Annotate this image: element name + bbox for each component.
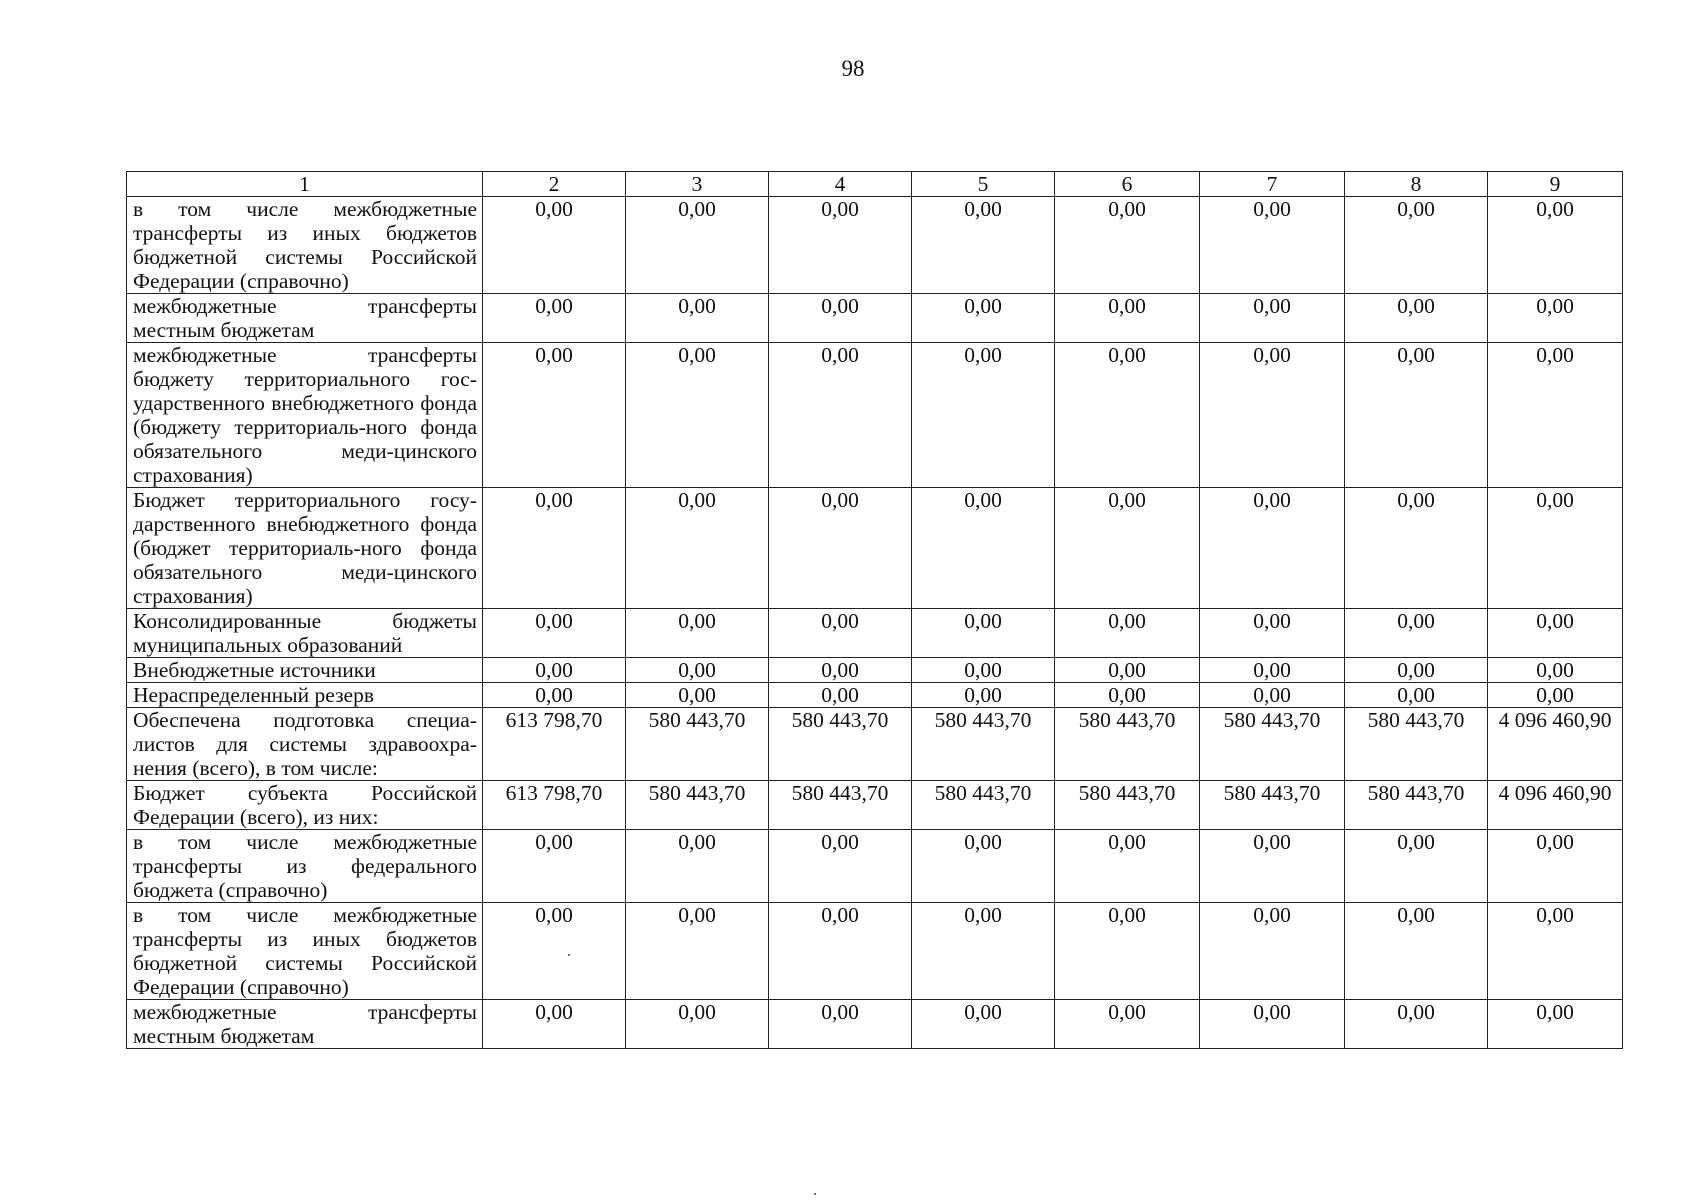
column-header-9: 9 <box>1488 172 1623 197</box>
cell-value: 0,00 <box>483 1000 626 1049</box>
cell-value: 0,00 <box>1200 343 1345 488</box>
cell-value: 0,00 <box>769 903 912 1000</box>
cell-value: 0,00 <box>769 488 912 609</box>
cell-value: 0,00 <box>626 488 769 609</box>
cell-value: 0,00 <box>769 343 912 488</box>
cell-value: 0,00 <box>626 903 769 1000</box>
row-label: в том числе межбюджетные трансферты из федерального бюджета (справочно) <box>127 830 483 903</box>
cell-value: 0,00 <box>483 609 626 658</box>
cell-value: 0,00 <box>1488 488 1623 609</box>
table-row <box>127 343 1623 488</box>
cell-value: 0,00 <box>912 488 1055 609</box>
cell-value: 613 798,70 <box>483 708 626 781</box>
table-row <box>127 294 1623 343</box>
cell-value: 580 443,70 <box>912 708 1055 781</box>
cell-value: 0,00 <box>1345 658 1488 683</box>
cell-value: 0,00 <box>912 683 1055 708</box>
cell-value: 580 443,70 <box>1200 781 1345 830</box>
cell-value: 580 443,70 <box>626 708 769 781</box>
table-row <box>127 708 1623 781</box>
cell-value: 0,00 <box>912 903 1055 1000</box>
cell-value: 4 096 460,90 <box>1488 781 1623 830</box>
cell-value: 0,00 <box>626 1000 769 1049</box>
cell-value: 0,00 <box>1345 903 1488 1000</box>
cell-value: 0,00 <box>1200 903 1345 1000</box>
table-row <box>127 197 1623 294</box>
cell-value: 580 443,70 <box>1200 708 1345 781</box>
cell-value: 0,00 <box>1200 1000 1345 1049</box>
cell-value: 0,00 <box>1055 903 1200 1000</box>
cell-value: 0,00 <box>769 1000 912 1049</box>
cell-value: 0,00 <box>1345 488 1488 609</box>
cell-value: 0,00 <box>1200 294 1345 343</box>
cell-value: 4 096 460,90 <box>1488 708 1623 781</box>
scan-speck <box>568 954 570 956</box>
cell-value: 0,00 <box>1200 197 1345 294</box>
cell-value: 0,00 <box>769 683 912 708</box>
table-header <box>127 172 1623 197</box>
cell-value: 0,00 <box>626 658 769 683</box>
cell-value: 0,00 <box>769 830 912 903</box>
cell-value: 580 443,70 <box>912 781 1055 830</box>
cell-value: 0,00 <box>1488 609 1623 658</box>
table-row <box>127 683 1623 708</box>
cell-value: 613 798,70 <box>483 781 626 830</box>
cell-value: 0,00 <box>1345 343 1488 488</box>
column-header-2: 2 <box>483 172 626 197</box>
row-label: в том числе межбюджетные трансферты из иных бюджетов бюджетной системы Российской Федерации (справочно) <box>127 197 483 294</box>
column-header-8: 8 <box>1345 172 1488 197</box>
table-row <box>127 1000 1623 1049</box>
cell-value: 0,00 <box>1055 658 1200 683</box>
table-row <box>127 781 1623 830</box>
cell-value: 0,00 <box>483 683 626 708</box>
cell-value: 0,00 <box>1488 683 1623 708</box>
cell-value: 0,00 <box>626 197 769 294</box>
cell-value: 0,00 <box>483 658 626 683</box>
cell-value: 0,00 <box>1055 683 1200 708</box>
cell-value: 0,00 <box>1055 1000 1200 1049</box>
cell-value: 0,00 <box>1345 609 1488 658</box>
row-label: Нераспределенный резерв <box>127 683 483 708</box>
cell-value: 0,00 <box>626 294 769 343</box>
cell-value: 0,00 <box>626 609 769 658</box>
cell-value: 0,00 <box>912 658 1055 683</box>
cell-value: 0,00 <box>1488 830 1623 903</box>
cell-value: 0,00 <box>1055 197 1200 294</box>
cell-value: 0,00 <box>1200 683 1345 708</box>
cell-value: 0,00 <box>912 197 1055 294</box>
cell-value: 0,00 <box>912 294 1055 343</box>
column-header-6: 6 <box>1055 172 1200 197</box>
column-header-7: 7 <box>1200 172 1345 197</box>
cell-value: 0,00 <box>1055 488 1200 609</box>
row-label: Внебюджетные источники <box>127 658 483 683</box>
cell-value: 0,00 <box>626 343 769 488</box>
cell-value: 0,00 <box>626 830 769 903</box>
cell-value: 0,00 <box>1055 830 1200 903</box>
cell-value: 0,00 <box>1055 294 1200 343</box>
cell-value: 580 443,70 <box>1055 781 1200 830</box>
cell-value: 580 443,70 <box>769 781 912 830</box>
cell-value: 0,00 <box>483 197 626 294</box>
cell-value: 0,00 <box>912 609 1055 658</box>
row-label: межбюджетные трансферты местным бюджетам <box>127 294 483 343</box>
cell-value: 0,00 <box>483 488 626 609</box>
cell-value: 0,00 <box>1200 830 1345 903</box>
cell-value: 580 443,70 <box>1345 708 1488 781</box>
row-label: межбюджетные трансферты бюджету территориального гос-ударственного внебюджетного фонда (бюджету территориаль-ного фонда обязательного меди-цинского страхования) <box>127 343 483 488</box>
row-label: Бюджет территориального госу-дарственного внебюджетного фонда (бюджет территориаль-ного фонда обязательного меди-цинского страхования) <box>127 488 483 609</box>
cell-value: 0,00 <box>1200 488 1345 609</box>
cell-value: 0,00 <box>1055 609 1200 658</box>
cell-value: 0,00 <box>912 830 1055 903</box>
row-label: Консолидированные бюджеты муниципальных образований <box>127 609 483 658</box>
cell-value: 580 443,70 <box>626 781 769 830</box>
table-row <box>127 830 1623 903</box>
cell-value: 0,00 <box>1345 683 1488 708</box>
cell-value: 0,00 <box>1488 294 1623 343</box>
cell-value: 0,00 <box>1345 294 1488 343</box>
cell-value: 0,00 <box>1488 903 1623 1000</box>
cell-value: 0,00 <box>1345 197 1488 294</box>
cell-value: 0,00 <box>1200 609 1345 658</box>
cell-value: 0,00 <box>483 343 626 488</box>
table-body <box>127 197 1623 1049</box>
table-row <box>127 609 1623 658</box>
table-row <box>127 488 1623 609</box>
cell-value: 0,00 <box>769 197 912 294</box>
cell-value: 0,00 <box>483 830 626 903</box>
header-row <box>127 172 1623 197</box>
cell-value: 580 443,70 <box>1345 781 1488 830</box>
table-row <box>127 903 1623 1000</box>
cell-value: 0,00 <box>1488 343 1623 488</box>
scan-speck <box>814 1193 816 1195</box>
row-label: Бюджет субъекта Российской Федерации (всего), из них: <box>127 781 483 830</box>
cell-value: 0,00 <box>1488 197 1623 294</box>
cell-value: 0,00 <box>1345 830 1488 903</box>
column-header-5: 5 <box>912 172 1055 197</box>
cell-value: 0,00 <box>769 294 912 343</box>
cell-value: 0,00 <box>483 294 626 343</box>
column-header-1: 1 <box>127 172 483 197</box>
row-label: в том числе межбюджетные трансферты из иных бюджетов бюджетной системы Российской Федерации (справочно) <box>127 903 483 1000</box>
cell-value: 0,00 <box>912 343 1055 488</box>
budget-table <box>126 171 1623 1049</box>
cell-value: 0,00 <box>769 658 912 683</box>
cell-value: 0,00 <box>1488 1000 1623 1049</box>
table-row <box>127 658 1623 683</box>
page-number: 98 <box>841 56 865 81</box>
cell-value: 0,00 <box>483 903 626 1000</box>
cell-value: 0,00 <box>1488 658 1623 683</box>
cell-value: 0,00 <box>1345 1000 1488 1049</box>
cell-value: 0,00 <box>769 609 912 658</box>
column-header-3: 3 <box>626 172 769 197</box>
cell-value: 580 443,70 <box>1055 708 1200 781</box>
row-label: межбюджетные трансферты местным бюджетам <box>127 1000 483 1049</box>
column-header-4: 4 <box>769 172 912 197</box>
cell-value: 0,00 <box>626 683 769 708</box>
cell-value: 0,00 <box>912 1000 1055 1049</box>
cell-value: 0,00 <box>1200 658 1345 683</box>
row-label: Обеспечена подготовка специа-листов для системы здравоохра-нения (всего), в том числе: <box>127 708 483 781</box>
cell-value: 580 443,70 <box>769 708 912 781</box>
cell-value: 0,00 <box>1055 343 1200 488</box>
